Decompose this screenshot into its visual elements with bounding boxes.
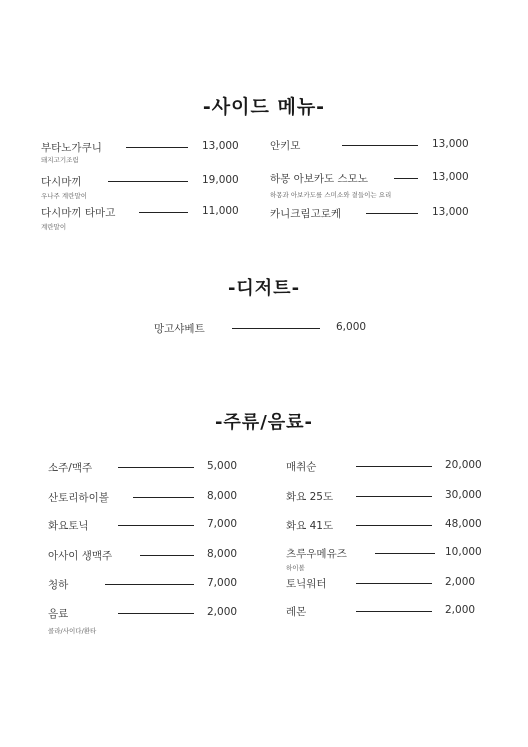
leader-line [139,212,188,213]
side-item-price: 13,000 [432,206,469,218]
side-item-price: 19,000 [202,174,239,186]
leader-line [356,583,432,584]
drink-item-name: 레몬 [286,606,307,618]
drink-item-name: 토닉워터 [286,578,327,590]
drink-item-sub: 콜라/사이다/환타 [48,627,97,635]
side-item-name: 카니크림고로케 [270,208,342,220]
drink-item-price: 2,000 [445,604,476,616]
drink-item-name: 화요 25도 [286,491,334,503]
side-item-sub: 하몽과 아보카도를 스미소와 곁들이는 요리 [270,191,392,199]
drink-item-price: 7,000 [207,518,238,530]
side-item-name: 하몽 아보카도 스모노 [270,173,368,185]
side-item-sub: 돼지고기조림 [41,156,79,164]
drink-item-name: 아사이 생맥주 [48,550,113,562]
side-menu-heading: -사이드 메뉴- [202,96,326,118]
drink-item-name: 화요 41도 [286,520,334,532]
leader-line [118,613,194,614]
leader-line [133,497,194,498]
drink-item-name: 산토리하이볼 [48,492,109,504]
drink-item-name: 츠루우메유즈 [286,548,347,560]
drink-item-price: 30,000 [445,489,482,501]
drink-item-price: 8,000 [207,548,238,560]
drink-item-name: 청하 [48,579,69,591]
leader-line [342,145,418,146]
drink-item-sub: 하이볼 [286,564,305,572]
dessert-item-name: 망고샤베트 [154,323,205,335]
drink-item-price: 10,000 [445,546,482,558]
drink-item-name: 소주/맥주 [48,462,93,474]
side-item-price: 11,000 [202,205,239,217]
side-item-price: 13,000 [432,171,469,183]
side-item-name: 다시마끼 [41,176,82,188]
side-item-name: 부타노가쿠니 [41,142,102,154]
side-item-price: 13,000 [432,138,469,150]
side-item-price: 13,000 [202,140,239,152]
leader-line [356,525,432,526]
dessert-item-price: 6,000 [336,321,367,333]
drink-item-price: 7,000 [207,577,238,589]
leader-line [105,584,194,585]
leader-line [140,555,194,556]
leader-line [356,611,432,612]
side-item-name: 안키모 [270,140,301,152]
drink-item-name: 매취순 [286,461,317,473]
side-item-sub: 우나주 계란말이 [41,192,88,200]
leader-line [356,466,432,467]
leader-line [366,213,418,214]
drink-item-price: 20,000 [445,459,482,471]
drink-item-price: 2,000 [445,576,476,588]
leader-line [126,147,188,148]
drink-item-price: 2,000 [207,606,238,618]
leader-line [118,525,194,526]
side-item-name: 다시마끼 타마고 [41,207,116,219]
side-item-sub: 계란말이 [41,223,67,231]
dessert-heading: -디저트- [227,278,301,299]
leader-line [108,181,188,182]
leader-line [375,553,435,554]
leader-line [394,178,418,179]
drink-item-name: 음료 [48,608,69,620]
leader-line [118,467,194,468]
drinks-heading: -주류/음료- [214,412,314,433]
drink-item-price: 8,000 [207,490,238,502]
drink-item-price: 48,000 [445,518,482,530]
leader-line [356,496,432,497]
leader-line [232,328,320,329]
drink-item-name: 화요토닉 [48,520,89,532]
drink-item-price: 5,000 [207,460,238,472]
